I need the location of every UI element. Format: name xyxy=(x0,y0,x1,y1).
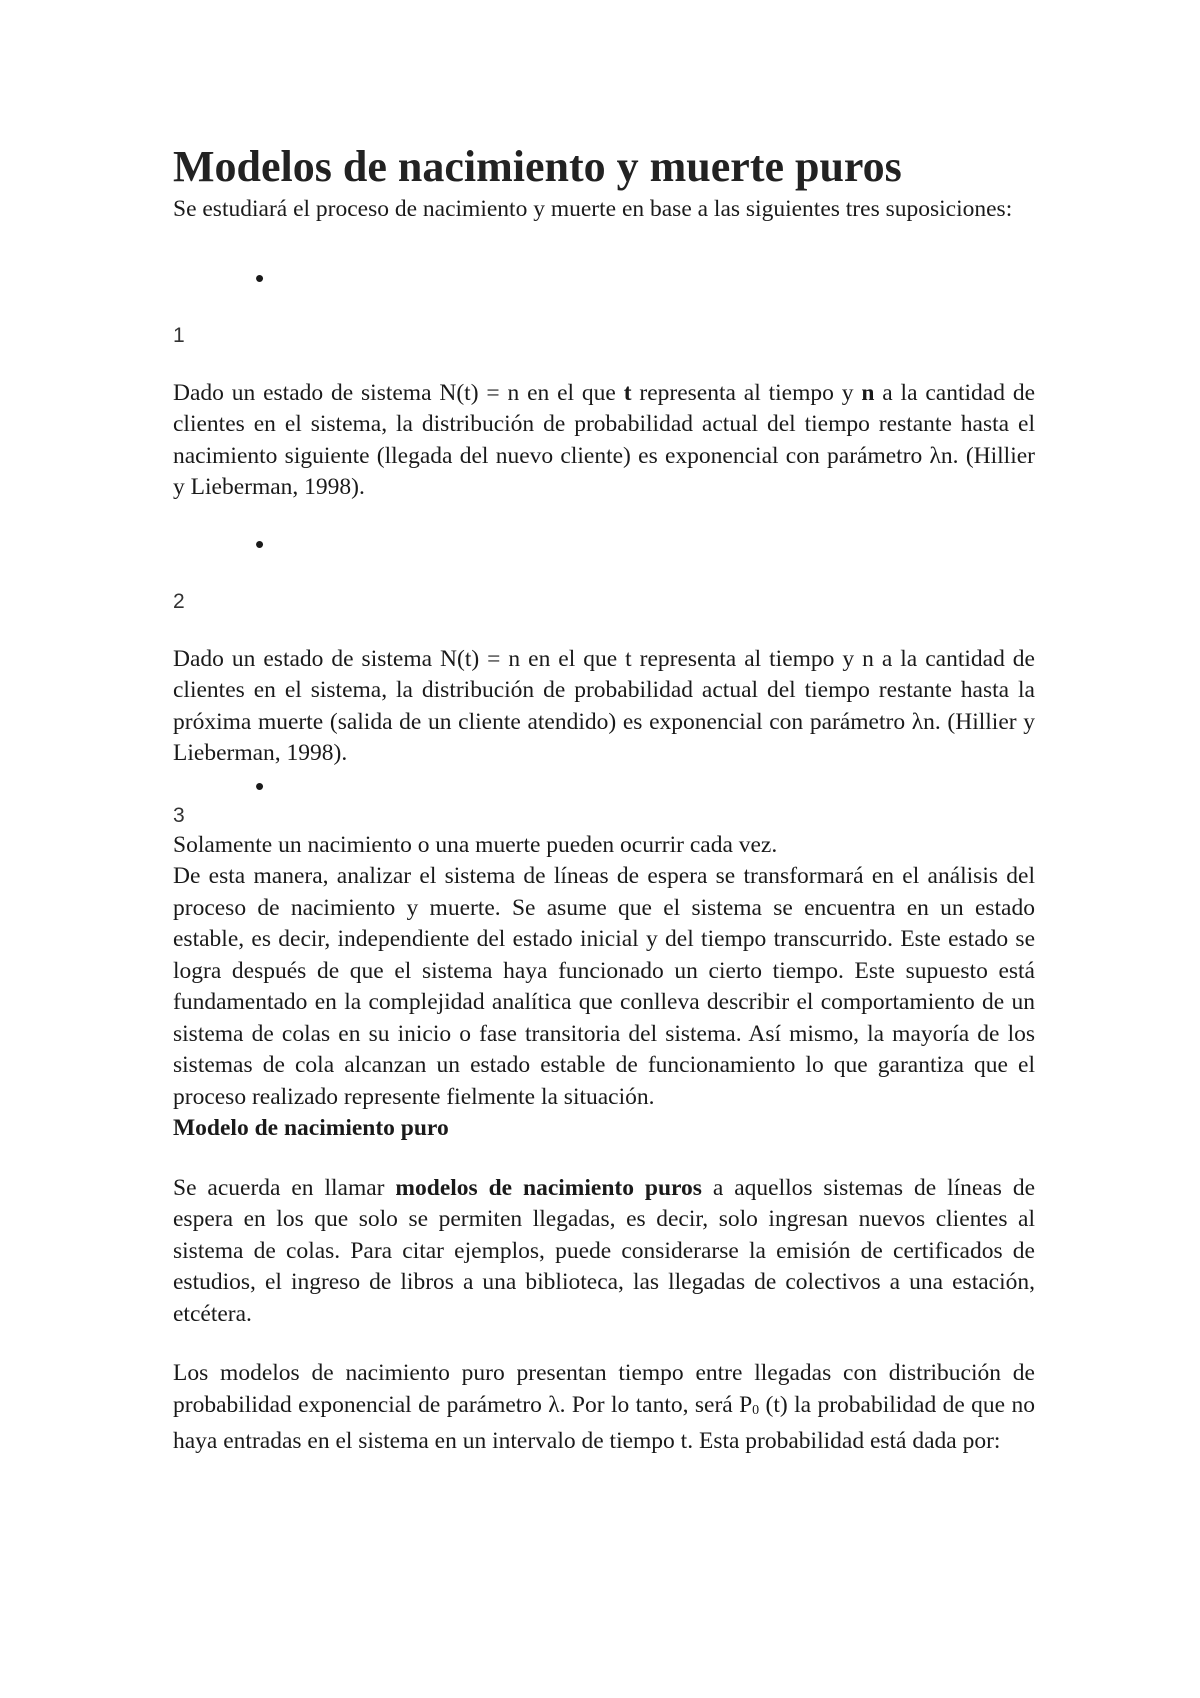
subscript-zero: 0 xyxy=(752,1402,760,1418)
item-1-text xyxy=(173,378,1035,504)
distribution-paragraph xyxy=(173,1358,1035,1458)
pure-birth-text-before: Se acuerda en llamar xyxy=(173,1174,396,1201)
bullet-2: • xyxy=(255,528,265,559)
item-1-number: 1 xyxy=(173,323,185,347)
page-title: Modelos de nacimiento y muerte puros xyxy=(173,142,902,191)
item-3-text: Solamente un nacimiento o una muerte pueden ocurrir cada vez. xyxy=(173,831,778,858)
item-1-text-a: Dado un estado de sistema N(t) = n en el que xyxy=(173,379,624,406)
analysis-paragraph: De esta manera, analizar el sistema de líneas de espera se transformará en el análisis del proceso de nacimiento y muerte. Se asume que el sistema se encuentra en un estado estable, es decir, independiente del estado inicial y del tiempo transcurrido. Este estado se logra después de que el sistema haya funcionado un cierto tiempo. Este supuesto está fundamentado en la complejidad analítica que conlleva describir el comportamiento de un sistema de colas en su inicio o fase transitoria del sistema. Así mismo, la mayoría de los sistemas de cola alcanzan un estado estable de funcionamiento lo que garantiza que el proceso realizado represente fielmente la situación. xyxy=(173,863,1035,1110)
document-page xyxy=(173,140,1035,1458)
distribution-text-before: Los modelos de nacimiento puro presentan tiempo entre llegadas con distribución de probabilidad exponencial de parámetro λ. Por lo tanto, será P xyxy=(173,1360,1035,1418)
pure-birth-text-after: a aquellos sistemas de líneas de espera en los que solo se permiten llegadas, es decir, solo ingresan nuevos clientes al sistema de colas. Para citar ejemplos, puede considerarse la emisión de certificados de estudios, el ingreso de libros a una biblioteca, las llegadas de colectivos a una estación, etcétera. xyxy=(173,1174,1035,1327)
pure-birth-bold-term: modelos de nacimiento puros xyxy=(395,1174,702,1201)
section-heading: Modelo de nacimiento puro xyxy=(173,1115,449,1141)
item-2-text: Dado un estado de sistema N(t) = n en el que t representa al tiempo y n a la cantidad de clientes en el sistema, la distribución de probabilidad actual del tiempo restante hasta la próxima muerte (salida de un cliente atendido) es exponencial con parámetro λn. (Hillier y Lieberman, 1998). xyxy=(173,645,1035,766)
bullet-1: • xyxy=(255,262,265,293)
item-1-text-b: representa al tiempo y xyxy=(631,379,862,406)
distribution-text-after: (t) la probabilidad de que no haya entradas en el sistema en un intervalo de tiempo t. Esta probabilidad está dada por: xyxy=(173,1391,1035,1454)
item-2-number: 2 xyxy=(173,589,185,613)
item-1-text-c: a la cantidad de clientes en el sistema, la distribución de probabilidad actual del tiempo restante hasta el nacimiento siguiente (llegada del nuevo cliente) es exponencial con parámetro λn. (Hillier y Lieberman, 1998). xyxy=(173,379,1036,500)
item-1-bold-n: n xyxy=(861,379,875,406)
bullet-3: • xyxy=(255,770,265,801)
item-1-bold-t: t xyxy=(623,379,632,406)
pure-birth-paragraph xyxy=(173,1173,1035,1331)
intro-paragraph: Se estudiará el proceso de nacimiento y muerte en base a las siguientes tres suposiciones: xyxy=(173,196,1013,222)
item-3-number: 3 xyxy=(173,803,185,827)
